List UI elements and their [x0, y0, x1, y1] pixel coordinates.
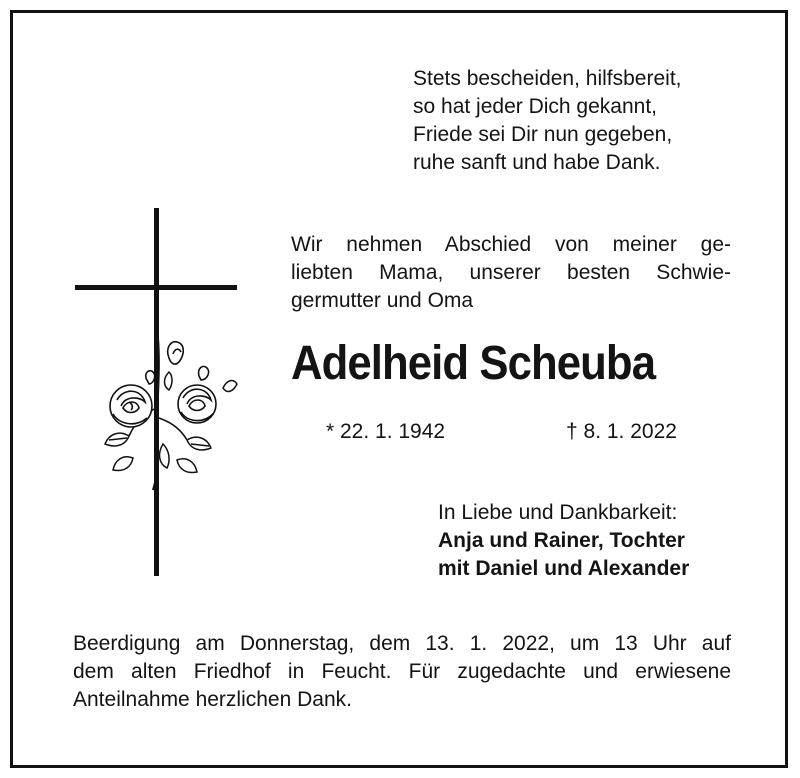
obituary-notice — [10, 10, 788, 768]
family-line: mit Daniel und Alexander — [438, 557, 690, 580]
farewell-line: Wir nehmen Abschied von meiner ge- — [291, 233, 731, 256]
family-intro: In Liebe und Dankbarkeit: — [438, 501, 678, 524]
poem-line: Stets bescheiden, hilfsbereit, — [413, 67, 682, 90]
funeral-line: dem alten Friedhof in Feucht. Für zugedachte und erwiesene — [73, 660, 731, 683]
deceased-name: Adelheid Scheuba — [291, 337, 656, 390]
farewell-line: liebten Mama, unserer besten Schwie- — [291, 261, 731, 284]
funeral-line: Beerdigung am Donnerstag, dem 13. 1. 2022, um 13 Uhr auf — [73, 632, 731, 655]
family-line: Anja und Rainer, Tochter — [438, 529, 685, 552]
poem-line: Friede sei Dir nun gegeben, — [413, 123, 673, 146]
poem-line: ruhe sanft und habe Dank. — [413, 151, 661, 174]
family-signature — [438, 499, 689, 583]
funeral-line: Anteilnahme herzlichen Dank. — [73, 688, 352, 711]
farewell-line: germutter und Oma — [291, 289, 474, 312]
death-date: † 8. 1. 2022 — [566, 420, 677, 443]
funeral-notice — [73, 630, 731, 714]
poem — [413, 65, 682, 177]
cross-with-roses-icon — [73, 208, 253, 578]
poem-line: so hat jeder Dich gekannt, — [413, 95, 657, 118]
birth-date: * 22. 1. 1942 — [326, 420, 446, 443]
farewell-text — [291, 231, 731, 315]
